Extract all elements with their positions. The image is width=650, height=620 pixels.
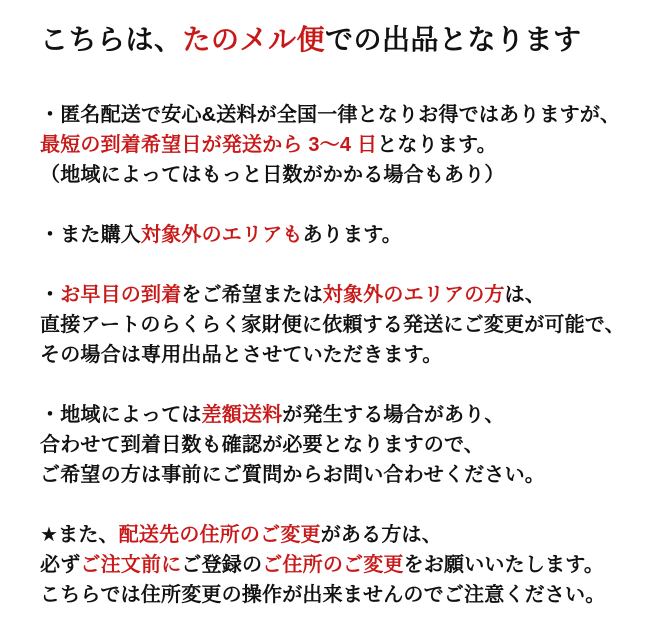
text-segment: 直接アートのらくらく家財便に依頼する発送にご変更が可能で、 bbox=[40, 314, 625, 336]
notice-line bbox=[40, 280, 620, 310]
text-segment: こちらは、 bbox=[40, 24, 183, 55]
text-segment: ご希望の方は事前にご質問からお問い合わせください。 bbox=[40, 464, 545, 486]
notice-line bbox=[40, 100, 620, 130]
highlighted-text: お早目の到着 bbox=[60, 284, 182, 306]
text-segment: は、 bbox=[504, 284, 546, 306]
paragraph-early-arrival-option bbox=[40, 280, 625, 370]
notice-line bbox=[40, 580, 620, 610]
highlighted-text: 対象外のエリアも bbox=[141, 224, 303, 246]
text-segment: ・匿名配送で安心&送料が全国一律となりお得ではありますが、 bbox=[40, 104, 621, 126]
text-segment: ・また購入 bbox=[40, 224, 141, 246]
notice-line bbox=[40, 340, 620, 370]
paragraph-address-change bbox=[40, 520, 620, 610]
highlighted-text: 差額送料 bbox=[201, 404, 283, 426]
text-segment: こちらでは住所変更の操作が出来ませんのでご注意ください。 bbox=[40, 584, 606, 606]
notice-line bbox=[40, 310, 625, 340]
highlighted-text: 最短の到着希望日が発送から 3～4 日 bbox=[40, 134, 378, 156]
highlighted-text: ご注文前に bbox=[80, 554, 182, 576]
highlighted-text: 対象外のエリアの方 bbox=[322, 284, 505, 306]
text-segment: をお願いいたします。 bbox=[403, 554, 605, 576]
text-segment: ご登録の bbox=[181, 554, 263, 576]
text-segment: （地域によってはもっと日数がかかる場合もあり） bbox=[40, 164, 505, 186]
notice-line bbox=[40, 400, 620, 430]
text-segment: をご希望または bbox=[181, 284, 323, 306]
text-segment: 必ず bbox=[40, 554, 81, 576]
notice-line bbox=[40, 220, 620, 250]
page-title bbox=[40, 22, 620, 58]
notice-line bbox=[40, 520, 620, 550]
notice-line bbox=[40, 550, 620, 580]
text-segment: がある方は、 bbox=[320, 524, 442, 546]
text-segment: が発生する場合があり、 bbox=[282, 404, 505, 426]
highlighted-text: 配送先の住所のご変更 bbox=[118, 524, 321, 546]
highlighted-text: ご住所のご変更 bbox=[262, 554, 404, 576]
notice-line bbox=[40, 160, 620, 190]
paragraph-anonymous-delivery bbox=[40, 100, 620, 190]
notice-line bbox=[40, 460, 620, 490]
paragraph-excluded-areas bbox=[40, 220, 620, 250]
text-segment: その場合は専用出品とさせていただきます。 bbox=[40, 344, 443, 366]
highlighted-text: たのメル便 bbox=[182, 24, 326, 55]
text-segment: ・ bbox=[40, 284, 61, 306]
paragraph-extra-shipping-fee bbox=[40, 400, 620, 490]
text-segment: となります。 bbox=[377, 134, 497, 156]
notice-line bbox=[40, 130, 620, 160]
text-segment: ★また、 bbox=[40, 524, 119, 546]
notice-line bbox=[40, 430, 620, 460]
text-segment: ・地域によっては bbox=[40, 404, 202, 426]
text-segment: あります。 bbox=[302, 224, 403, 246]
text-segment: での出品となります bbox=[325, 24, 582, 55]
text-segment: 合わせて到着日数も確認が必要となりますので、 bbox=[40, 434, 484, 456]
